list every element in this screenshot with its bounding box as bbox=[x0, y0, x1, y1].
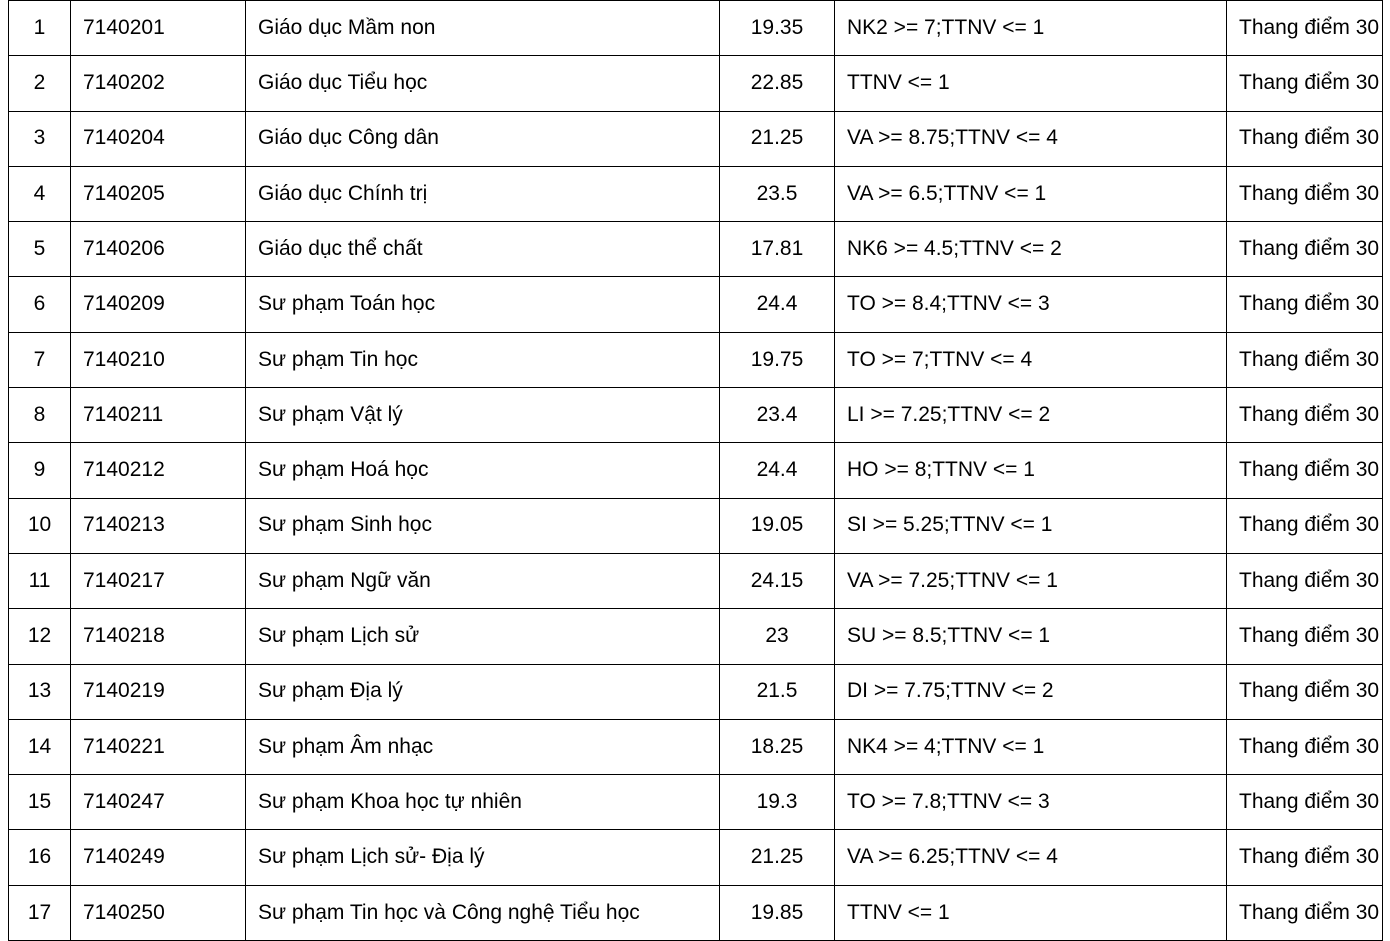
sub-criteria: TO >= 7;TTNV <= 4 bbox=[835, 332, 1227, 387]
benchmark-score: 23 bbox=[720, 609, 835, 664]
sub-criteria: TO >= 8.4;TTNV <= 3 bbox=[835, 277, 1227, 332]
major-name: Sư phạm Lịch sử bbox=[246, 609, 720, 664]
table-row bbox=[9, 388, 1383, 443]
table-row bbox=[9, 830, 1383, 885]
sub-criteria: SI >= 5.25;TTNV <= 1 bbox=[835, 498, 1227, 553]
sub-criteria: TO >= 7.8;TTNV <= 3 bbox=[835, 775, 1227, 830]
row-index: 2 bbox=[9, 56, 71, 111]
major-code: 7140205 bbox=[71, 166, 246, 221]
table-row bbox=[9, 775, 1383, 830]
score-scale: Thang điểm 30 bbox=[1227, 1, 1383, 56]
benchmark-score: 19.75 bbox=[720, 332, 835, 387]
major-name: Giáo dục Mầm non bbox=[246, 1, 720, 56]
row-index: 6 bbox=[9, 277, 71, 332]
row-index: 12 bbox=[9, 609, 71, 664]
major-name: Sư phạm Âm nhạc bbox=[246, 719, 720, 774]
score-scale: Thang điểm 30 bbox=[1227, 775, 1383, 830]
major-code: 7140218 bbox=[71, 609, 246, 664]
table-row bbox=[9, 664, 1383, 719]
score-scale: Thang điểm 30 bbox=[1227, 111, 1383, 166]
row-index: 17 bbox=[9, 885, 71, 940]
sub-criteria: HO >= 8;TTNV <= 1 bbox=[835, 443, 1227, 498]
sub-criteria: LI >= 7.25;TTNV <= 2 bbox=[835, 388, 1227, 443]
row-index: 13 bbox=[9, 664, 71, 719]
sub-criteria: TTNV <= 1 bbox=[835, 56, 1227, 111]
row-index: 7 bbox=[9, 332, 71, 387]
sub-criteria: DI >= 7.75;TTNV <= 2 bbox=[835, 664, 1227, 719]
table-row bbox=[9, 56, 1383, 111]
score-scale: Thang điểm 30 bbox=[1227, 609, 1383, 664]
major-name: Sư phạm Ngữ văn bbox=[246, 553, 720, 608]
major-code: 7140217 bbox=[71, 553, 246, 608]
major-name: Giáo dục Công dân bbox=[246, 111, 720, 166]
table-row bbox=[9, 719, 1383, 774]
row-index: 1 bbox=[9, 1, 71, 56]
major-code: 7140212 bbox=[71, 443, 246, 498]
score-scale: Thang điểm 30 bbox=[1227, 885, 1383, 940]
benchmark-score: 23.4 bbox=[720, 388, 835, 443]
table-row bbox=[9, 222, 1383, 277]
major-code: 7140201 bbox=[71, 1, 246, 56]
benchmark-score: 18.25 bbox=[720, 719, 835, 774]
sub-criteria: NK6 >= 4.5;TTNV <= 2 bbox=[835, 222, 1227, 277]
benchmark-score: 19.85 bbox=[720, 885, 835, 940]
score-scale: Thang điểm 30 bbox=[1227, 443, 1383, 498]
major-code: 7140204 bbox=[71, 111, 246, 166]
row-index: 4 bbox=[9, 166, 71, 221]
major-name: Sư phạm Khoa học tự nhiên bbox=[246, 775, 720, 830]
score-scale: Thang điểm 30 bbox=[1227, 719, 1383, 774]
table-row bbox=[9, 609, 1383, 664]
major-name: Sư phạm Tin học và Công nghệ Tiểu học bbox=[246, 885, 720, 940]
score-scale: Thang điểm 30 bbox=[1227, 388, 1383, 443]
row-index: 10 bbox=[9, 498, 71, 553]
benchmark-score: 19.35 bbox=[720, 1, 835, 56]
sub-criteria: SU >= 8.5;TTNV <= 1 bbox=[835, 609, 1227, 664]
sub-criteria: VA >= 6.5;TTNV <= 1 bbox=[835, 166, 1227, 221]
benchmark-score: 22.85 bbox=[720, 56, 835, 111]
score-scale: Thang điểm 30 bbox=[1227, 166, 1383, 221]
benchmark-score: 24.15 bbox=[720, 553, 835, 608]
score-scale: Thang điểm 30 bbox=[1227, 498, 1383, 553]
benchmark-score: 21.5 bbox=[720, 664, 835, 719]
major-code: 7140221 bbox=[71, 719, 246, 774]
table-row bbox=[9, 498, 1383, 553]
row-index: 11 bbox=[9, 553, 71, 608]
sub-criteria: VA >= 6.25;TTNV <= 4 bbox=[835, 830, 1227, 885]
major-code: 7140211 bbox=[71, 388, 246, 443]
major-code: 7140206 bbox=[71, 222, 246, 277]
major-code: 7140247 bbox=[71, 775, 246, 830]
major-name: Giáo dục Chính trị bbox=[246, 166, 720, 221]
major-code: 7140202 bbox=[71, 56, 246, 111]
sub-criteria: NK4 >= 4;TTNV <= 1 bbox=[835, 719, 1227, 774]
major-code: 7140210 bbox=[71, 332, 246, 387]
major-name: Sư phạm Địa lý bbox=[246, 664, 720, 719]
score-scale: Thang điểm 30 bbox=[1227, 664, 1383, 719]
table-row bbox=[9, 885, 1383, 940]
major-code: 7140249 bbox=[71, 830, 246, 885]
table-row bbox=[9, 1, 1383, 56]
benchmark-score: 21.25 bbox=[720, 830, 835, 885]
table-row bbox=[9, 443, 1383, 498]
score-scale: Thang điểm 30 bbox=[1227, 56, 1383, 111]
score-scale: Thang điểm 30 bbox=[1227, 553, 1383, 608]
benchmark-score: 19.3 bbox=[720, 775, 835, 830]
major-name: Giáo dục Tiểu học bbox=[246, 56, 720, 111]
table-row bbox=[9, 111, 1383, 166]
row-index: 9 bbox=[9, 443, 71, 498]
sub-criteria: NK2 >= 7;TTNV <= 1 bbox=[835, 1, 1227, 56]
benchmark-score: 21.25 bbox=[720, 111, 835, 166]
score-scale: Thang điểm 30 bbox=[1227, 332, 1383, 387]
score-scale: Thang điểm 30 bbox=[1227, 830, 1383, 885]
benchmark-score: 24.4 bbox=[720, 443, 835, 498]
benchmark-score: 23.5 bbox=[720, 166, 835, 221]
benchmark-score: 19.05 bbox=[720, 498, 835, 553]
major-name: Giáo dục thể chất bbox=[246, 222, 720, 277]
benchmark-score: 24.4 bbox=[720, 277, 835, 332]
row-index: 16 bbox=[9, 830, 71, 885]
table-row bbox=[9, 553, 1383, 608]
row-index: 5 bbox=[9, 222, 71, 277]
score-scale: Thang điểm 30 bbox=[1227, 277, 1383, 332]
sub-criteria: VA >= 7.25;TTNV <= 1 bbox=[835, 553, 1227, 608]
row-index: 8 bbox=[9, 388, 71, 443]
benchmark-score: 17.81 bbox=[720, 222, 835, 277]
table-row bbox=[9, 277, 1383, 332]
major-code: 7140219 bbox=[71, 664, 246, 719]
sub-criteria: TTNV <= 1 bbox=[835, 885, 1227, 940]
major-name: Sư phạm Sinh học bbox=[246, 498, 720, 553]
major-name: Sư phạm Hoá học bbox=[246, 443, 720, 498]
row-index: 14 bbox=[9, 719, 71, 774]
major-name: Sư phạm Tin học bbox=[246, 332, 720, 387]
table-body bbox=[9, 1, 1383, 941]
major-code: 7140209 bbox=[71, 277, 246, 332]
table-row bbox=[9, 332, 1383, 387]
admission-score-table bbox=[8, 0, 1383, 941]
sub-criteria: VA >= 8.75;TTNV <= 4 bbox=[835, 111, 1227, 166]
major-code: 7140250 bbox=[71, 885, 246, 940]
row-index: 15 bbox=[9, 775, 71, 830]
table-row bbox=[9, 166, 1383, 221]
major-name: Sư phạm Toán học bbox=[246, 277, 720, 332]
row-index: 3 bbox=[9, 111, 71, 166]
major-code: 7140213 bbox=[71, 498, 246, 553]
score-scale: Thang điểm 30 bbox=[1227, 222, 1383, 277]
major-name: Sư phạm Lịch sử- Địa lý bbox=[246, 830, 720, 885]
major-name: Sư phạm Vật lý bbox=[246, 388, 720, 443]
